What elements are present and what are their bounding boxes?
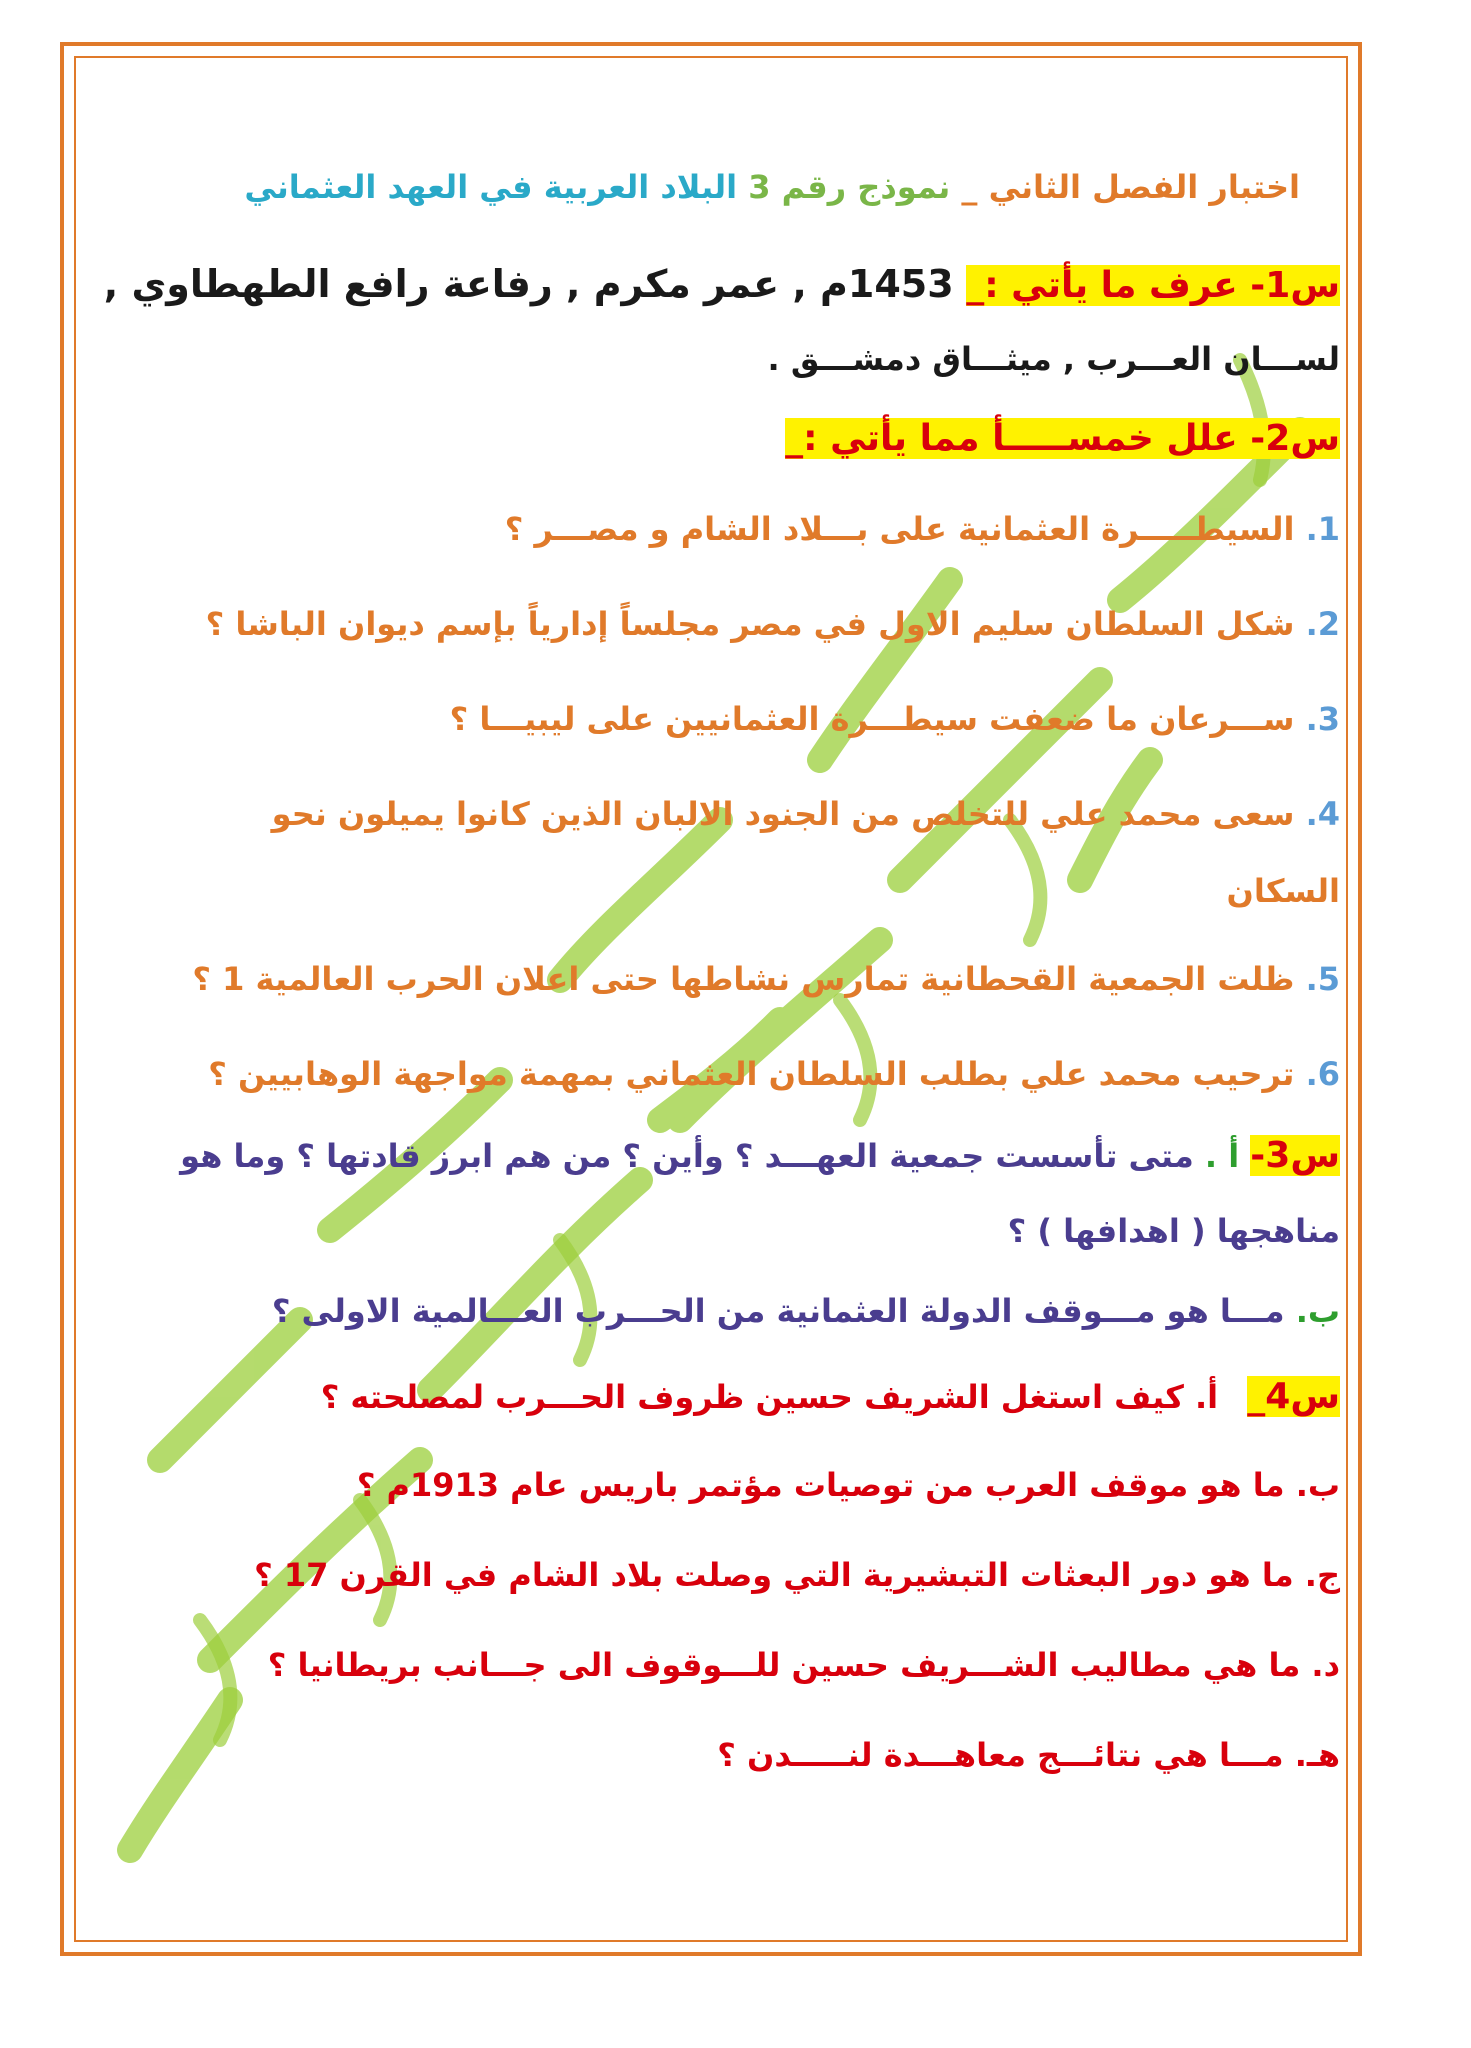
q4-d-text: ما هي مطاليب الشـــريف حسين للـــوقوف الى جـــانب بريطانيا ؟ [267,1646,1301,1684]
item-text: شكل السلطان سليم الاول في مصر مجلساً إدارياً بإسم ديوان الباشا ؟ [205,605,1295,643]
q4-c-mark: ج. [1304,1556,1340,1594]
q4-d-mark: د. [1311,1646,1340,1684]
q3-a-cont: مناهجها ( اهدافها ) ؟ [1007,1212,1340,1250]
q2-item-3 [450,700,1340,738]
q2-row [785,418,1340,459]
item-text: ظلت الجمعية القحطانية تمارس نشاطها حتى اعلان الحرب العالمية 1 ؟ [192,960,1295,998]
q4-b-text: ما هو موقف العرب من توصيات مؤتمر باريس عام 1913م ؟ [356,1466,1285,1504]
q4-row-a [321,1376,1340,1417]
item-text: ســـرعان ما ضعفت سيطـــرة العثمانيين على ليبيـــا ؟ [449,700,1295,738]
item-number: 6. [1305,1055,1340,1093]
q3-row-b [272,1292,1340,1330]
item-number: 3. [1305,700,1340,738]
q3-b-mark: ب. [1295,1292,1340,1330]
title-subject: البلاد العربية في العهد العثماني [244,168,738,206]
q1-label: س1- عرف ما يأتي :_ [966,265,1340,306]
item-text: سعى محمد علي للتخلص من الجنود الالبان الذين كانوا يميلون نحو [271,795,1295,833]
q2-item-5 [192,960,1340,998]
q2-item-1 [505,510,1340,548]
q2-item-4-cont: السكان [1226,872,1340,910]
q4-c-text: ما هو دور البعثات التبشيرية التي وصلت بلاد الشام في القرن 17 ؟ [254,1556,1294,1594]
q2-item-4 [272,795,1340,833]
q4-row-e [717,1736,1340,1774]
q4-a-text: كيف استغل الشريف حسين ظروف الحـــرب لمصلحته ؟ [320,1378,1184,1416]
q3-a-mark: أ . [1204,1137,1240,1175]
title-exam-name: اختبار الفصل الثاني _ [961,168,1300,206]
q3-a-text: متى تأسست جمعية العهـــد ؟ وأين ؟ من هم ابرز قادتها ؟ وما هو [180,1137,1194,1175]
title-model-number: نموذج رقم 3 [748,168,951,206]
q1-row [104,262,1340,306]
q2-item-6 [208,1055,1340,1093]
item-number: 1. [1305,510,1340,548]
q4-e-text: مـــا هي نتائـــج معاهـــدة لنـــــدن ؟ [717,1736,1284,1774]
q4-row-d [268,1646,1340,1684]
item-text: السيطـــــرة العثمانية على بـــلاد الشام و مصـــر ؟ [504,510,1295,548]
q4-label: س4_ [1247,1376,1340,1417]
q3-row-a [180,1135,1340,1176]
q4-b-mark: ب. [1295,1466,1340,1504]
q4-row-b [357,1466,1340,1504]
q1-terms-line1: 1453م , عمر مكرم , رفاعة رافع الطهطاوي , [103,262,954,306]
item-number: 2. [1305,605,1340,643]
q2-label: س2- علل خمســـــأ مما يأتي :_ [785,418,1340,459]
item-number: 4. [1305,795,1340,833]
item-text: ترحيب محمد علي بطلب السلطان العثماني بمهمة مواجهة الوهابيين ؟ [208,1055,1295,1093]
q1-terms-line2: لســـان العـــرب , ميثـــاق دمشـــق . [767,340,1340,378]
q4-row-c [254,1556,1340,1594]
q3-label: س3- [1250,1135,1340,1176]
q4-e-mark: هـ. [1294,1736,1340,1774]
q3-b-text: مـــا هو مـــوقف الدولة العثمانية من الحـــرب العـــالمية الاولى ؟ [271,1292,1285,1330]
q2-item-2 [206,605,1340,643]
q4-a-mark: أ. [1194,1378,1219,1416]
exam-title [244,168,1300,206]
item-number: 5. [1305,960,1340,998]
